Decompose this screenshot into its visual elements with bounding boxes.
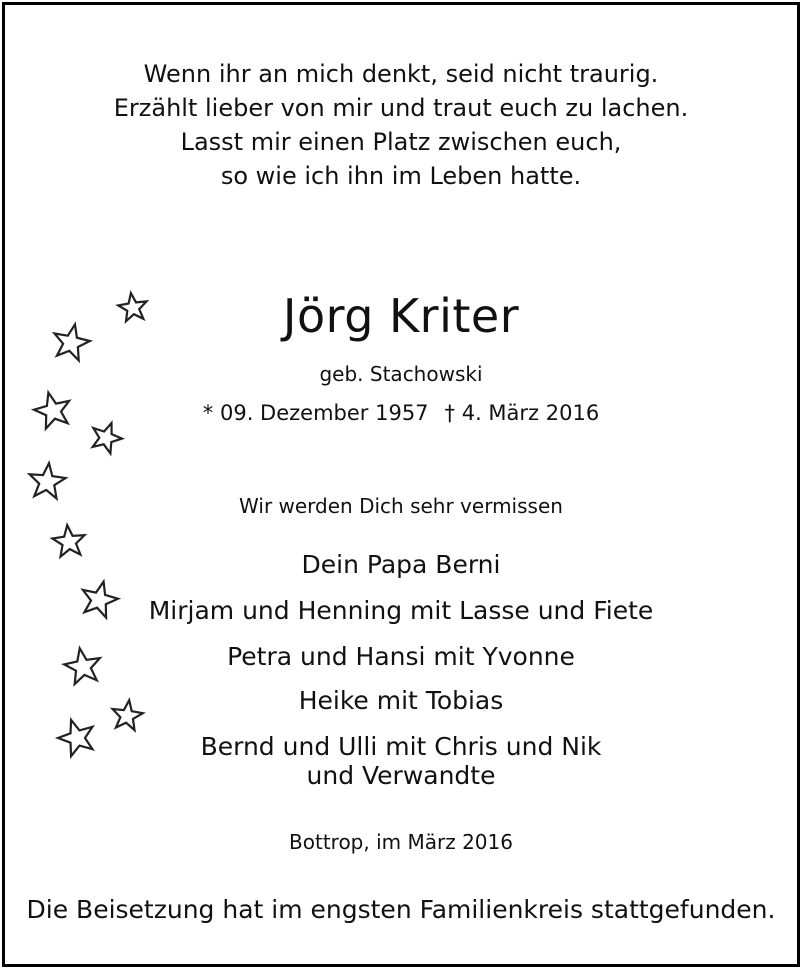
mourner-6: und Verwandte (306, 761, 496, 790)
death-date: † 4. März 2016 (444, 401, 600, 425)
birth-date: * 09. Dezember 1957 (202, 401, 429, 425)
mourner-5: Bernd und Ulli mit Chris und Nik (200, 732, 602, 761)
mourner-2: Mirjam und Henning mit Lasse und Fiete (148, 596, 654, 625)
star-icon (93, 423, 122, 453)
poem-line-2: Erzählt lieber von mir und traut euch zu lachen. (113, 94, 689, 122)
poem-line-3: Lasst mir einen Platz zwischen euch, (180, 128, 622, 156)
poem-line-4: so wie ich ihn im Leben hatte. (220, 162, 582, 190)
life-dates (5, 401, 797, 425)
miss-line: Wir werden Dich sehr vermissen (239, 494, 563, 518)
birth-name: geb. Stachowski (319, 362, 483, 386)
obituary-frame (2, 2, 800, 967)
place-date: Bottrop, im März 2016 (289, 830, 513, 854)
mourner-4: Heike mit Tobias (298, 686, 504, 715)
mourner-1: Dein Papa Berni (301, 550, 501, 579)
burial-note: Die Beisetzung hat im engsten Familienkreis stattgefunden. (26, 895, 776, 924)
deceased-name: Jörg Kriter (282, 289, 520, 343)
mourner-3: Petra und Hansi mit Yvonne (227, 642, 575, 671)
poem-line-1: Wenn ihr an mich denkt, seid nicht traurig. (143, 60, 659, 88)
